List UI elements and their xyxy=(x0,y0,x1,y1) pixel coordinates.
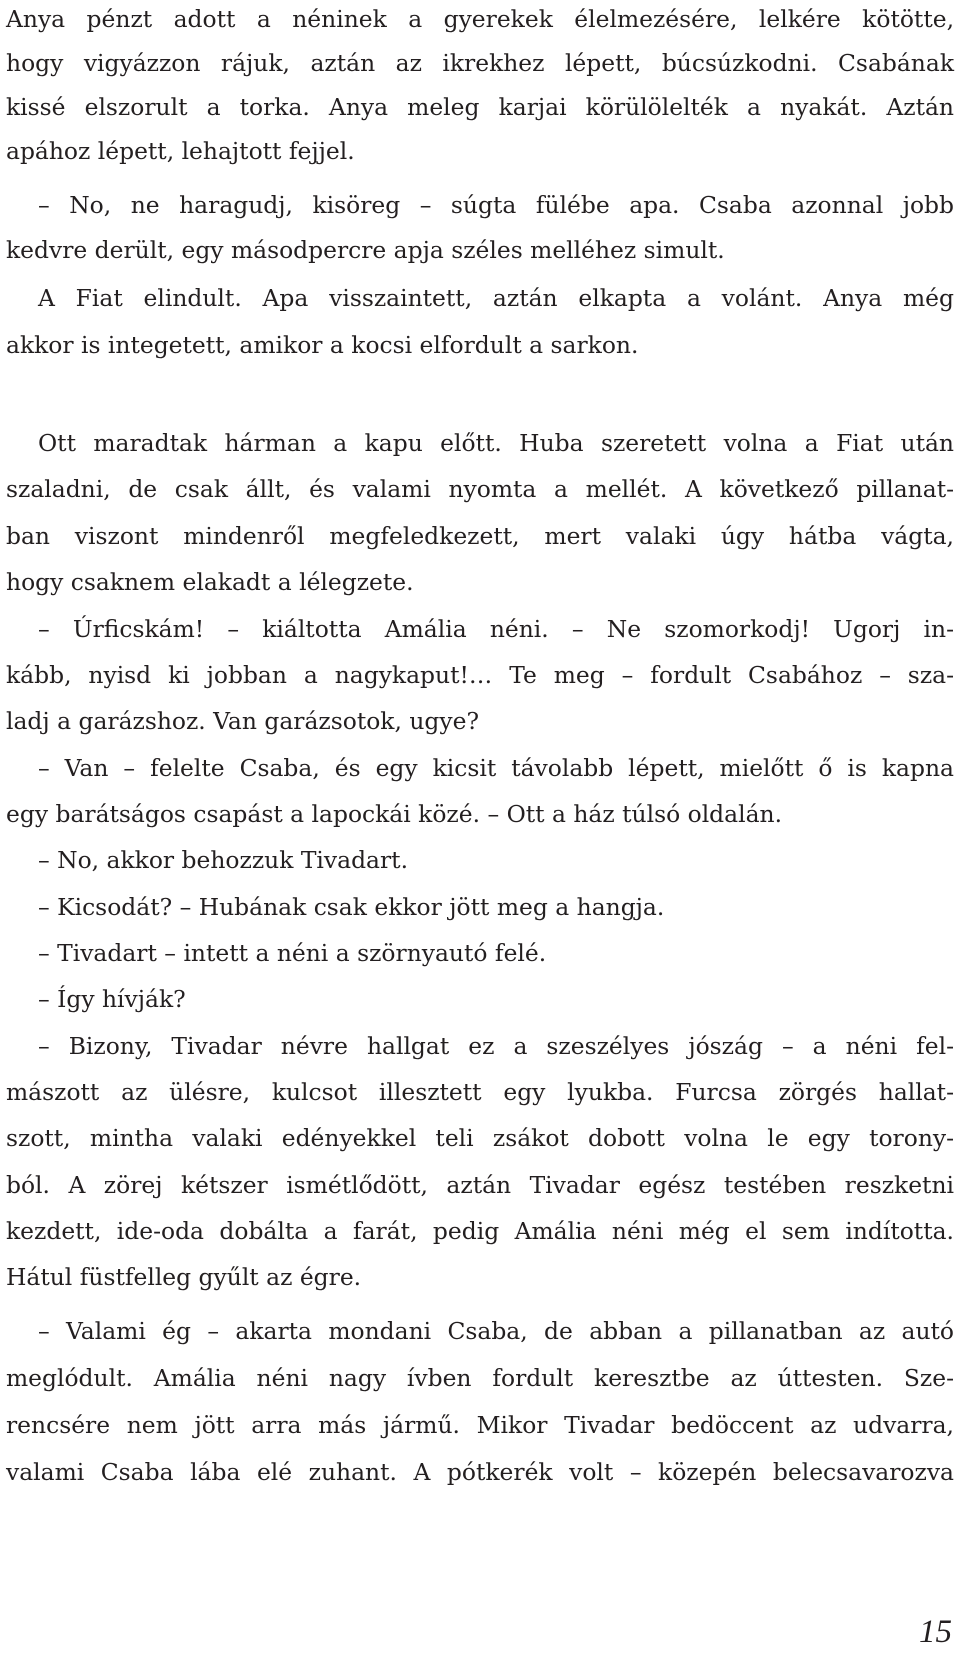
text-line: ból. A zörej kétszer ismétlődött, aztán Tivadar egész testében reszketni xyxy=(6,1171,954,1199)
text-line: – Valami ég – akarta mondani Csaba, de abban a pillanatban az autó xyxy=(38,1317,954,1345)
text-line: apához lépett, lehajtott fejjel. xyxy=(6,137,355,165)
text-line: szott, mintha valaki edényekkel teli zsákot dobott volna le egy torony- xyxy=(6,1124,954,1152)
text-line: – Így hívják? xyxy=(38,985,186,1013)
text-line: Hátul füstfelleg gyűlt az égre. xyxy=(6,1263,362,1291)
text-line: Ott maradtak hárman a kapu előtt. Huba szeretett volna a Fiat után xyxy=(38,429,954,457)
text-line: rencsére nem jött arra más jármű. Mikor Tivadar bedöccent az udvarra, xyxy=(6,1411,954,1439)
text-line: kább, nyisd ki jobban a nagykaput!… Te meg – fordult Csabához – sza- xyxy=(6,661,954,689)
text-line: – Kicsodát? – Hubának csak ekkor jött meg a hangja. xyxy=(38,893,665,921)
text-line: – Bizony, Tivadar névre hallgat ez a szeszélyes jószág – a néni fel- xyxy=(38,1032,954,1060)
text-line: akkor is integetett, amikor a kocsi elfordult a sarkon. xyxy=(6,331,639,359)
text-line: kissé elszorult a torka. Anya meleg karjai körülölelték a nyakát. Aztán xyxy=(6,93,954,121)
text-line: – No, ne haragudj, kisöreg – súgta fülébe apa. Csaba azonnal jobb xyxy=(38,191,954,219)
text-line: valami Csaba lába elé zuhant. A pótkerék volt – közepén belecsavarozva xyxy=(6,1458,954,1486)
text-line: – No, akkor behozzuk Tivadart. xyxy=(38,846,409,874)
text-line: – Tivadart – intett a néni a szörnyautó felé. xyxy=(38,939,547,967)
text-line: ban viszont mindenről megfeledkezett, mert valaki úgy hátba vágta, xyxy=(6,522,954,550)
text-line: mászott az ülésre, kulcsot illesztett egy lyukba. Furcsa zörgés hallat- xyxy=(6,1078,954,1106)
text-line: kedvre derült, egy másodpercre apja széles melléhez simult. xyxy=(6,236,725,264)
text-line: – Úrficskám! – kiáltotta Amália néni. – Ne szomorkodj! Ugorj in- xyxy=(38,615,954,643)
text-line: kezdett, ide-oda dobálta a farát, pedig Amália néni még el sem indította. xyxy=(6,1217,954,1245)
page-number: 15 xyxy=(919,1614,952,1650)
text-line: Anya pénzt adott a néninek a gyerekek élelmezésére, lelkére kötötte, xyxy=(6,5,954,33)
text-line: szaladni, de csak állt, és valami nyomta a mellét. A következő pillanat- xyxy=(6,475,954,503)
text-line: – Van – felelte Csaba, és egy kicsit távolabb lépett, mielőtt ő is kapna xyxy=(38,754,954,782)
text-line: A Fiat elindult. Apa visszaintett, aztán elkapta a volánt. Anya még xyxy=(38,284,954,312)
text-line: egy barátságos csapást a lapockái közé. – Ott a ház túlsó oldalán. xyxy=(6,800,783,828)
text-line: ladj a garázshoz. Van garázsotok, ugye? xyxy=(6,707,479,735)
text-line: hogy csaknem elakadt a lélegzete. xyxy=(6,568,414,596)
text-line: meglódult. Amália néni nagy ívben fordult keresztbe az úttesten. Sze- xyxy=(6,1364,954,1392)
text-line: hogy vigyázzon rájuk, aztán az ikrekhez lépett, búcsúzkodni. Csabának xyxy=(6,49,954,77)
